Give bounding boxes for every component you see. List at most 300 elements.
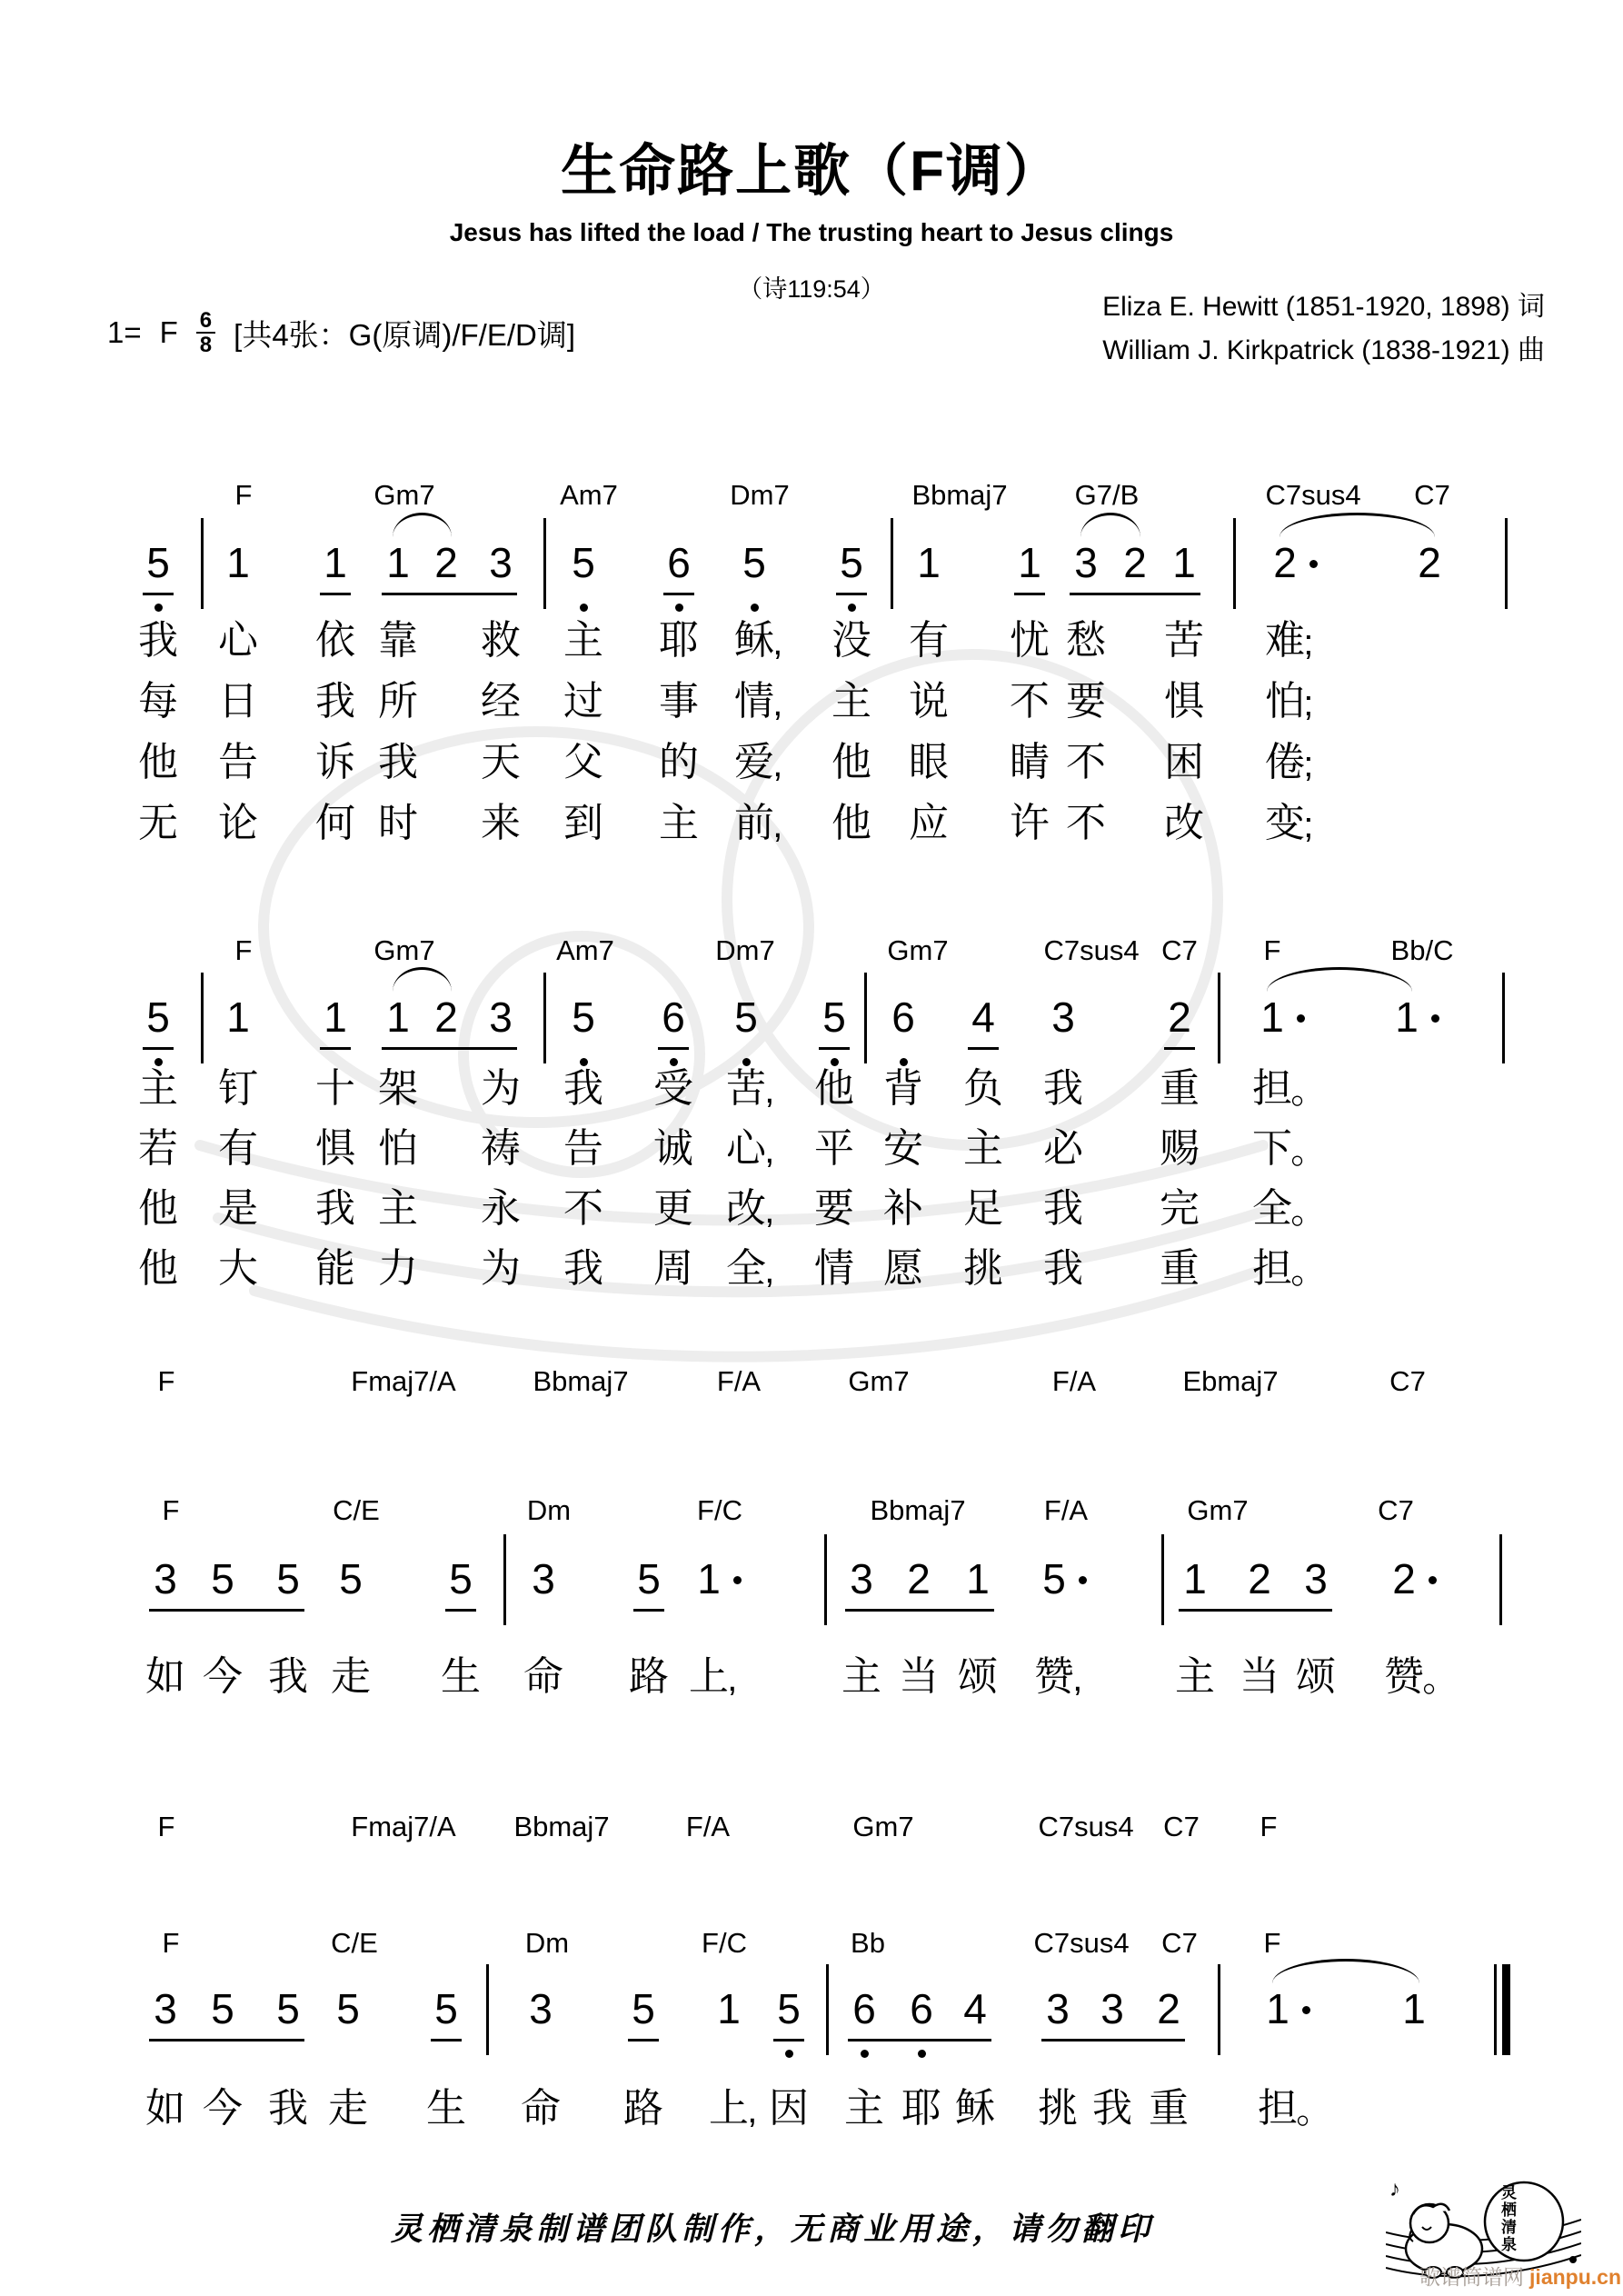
lyric-syllable: 睛: [1010, 740, 1050, 784]
lyric-syllable: 我: [268, 2086, 308, 2131]
low-octave-dot: [742, 1058, 751, 1066]
lyric-punctuation: ,: [764, 1250, 775, 1291]
lyric-syllable: 上 ,: [709, 2086, 758, 2131]
lyric-syllable: 赞 ,: [1034, 1654, 1083, 1699]
note-number: 1: [1172, 539, 1196, 586]
chord-symbol: C/E: [331, 1927, 378, 1959]
note-number: 5: [840, 539, 863, 586]
lyric-syllable: 变 ;: [1265, 801, 1314, 845]
note-number: 5: [777, 1985, 801, 2032]
barline: [503, 1534, 506, 1625]
chord-symbol: Gm7: [373, 934, 435, 966]
lyric-syllable: 眼: [909, 740, 949, 784]
lyric-syllable: 全 ,: [726, 1246, 775, 1291]
lyric-syllable: 前 ,: [734, 801, 783, 845]
beam-line: [848, 2039, 991, 2041]
lyric-syllable: 颂: [1296, 1654, 1336, 1699]
chord-symbol: Dm: [524, 1927, 570, 1959]
note-number: 3: [489, 993, 513, 1041]
chord-symbol: F/A: [716, 1365, 762, 1397]
lyric-syllable: 耶: [901, 2086, 941, 2131]
lyric-syllable: 苦 ,: [726, 1066, 775, 1111]
chord-symbol: Dm7: [730, 479, 790, 511]
lyric-syllable: 命: [521, 2086, 561, 2131]
note-number: 1: [1395, 993, 1419, 1041]
lyric-syllable: 平: [814, 1126, 854, 1171]
low-octave-dot: [580, 1058, 588, 1066]
lyric-syllable: 何: [315, 801, 355, 845]
lyric-syllable: 颂: [958, 1654, 998, 1699]
note-number: 1: [226, 539, 250, 586]
note-number: 5: [211, 1555, 234, 1602]
note-number: 2: [1273, 539, 1297, 586]
note-number: 5: [637, 1555, 661, 1602]
footer-notice: 灵栖清泉制谱团队制作，无商业用途，请勿翻印: [390, 2211, 1154, 2247]
lyric-syllable: 今: [203, 2086, 243, 2131]
logo-badge-circle: [1485, 2182, 1563, 2261]
slur-arc: [393, 513, 452, 537]
chord-symbol: F: [162, 1494, 180, 1526]
note-number: 5: [276, 1555, 300, 1602]
lyric-syllable: 天: [481, 740, 521, 784]
lyric-syllable: 我: [1092, 2086, 1132, 2131]
beam-line: [1041, 2039, 1185, 2041]
chord-symbol: Gm7: [848, 1365, 910, 1397]
lyric-syllable: 困: [1164, 740, 1204, 784]
site-name: 歌谱简谱网: [1419, 2265, 1525, 2289]
lyric-syllable: 倦 ;: [1265, 740, 1314, 784]
lyric-syllable: 路: [629, 1654, 669, 1699]
beam-line: [149, 1609, 304, 1612]
lyric-syllable: 重: [1160, 1246, 1200, 1291]
note-number: 2: [907, 1555, 931, 1602]
beam-line: [845, 1609, 994, 1612]
final-barline-thick: [1502, 1964, 1510, 2055]
lyric-punctuation: ;: [1303, 683, 1314, 724]
lyric-syllable: 主: [844, 2086, 884, 2131]
lyric-syllable: 惧: [1164, 679, 1204, 724]
lyric-syllable: 许: [1010, 801, 1050, 845]
lyric-syllable: 我: [563, 1246, 603, 1291]
barline: [1499, 1534, 1502, 1625]
time-signature: [196, 309, 215, 356]
lyric-syllable: 挑: [1038, 2086, 1078, 2131]
lyric-syllable: 告: [218, 740, 258, 784]
lyric-punctuation: ,: [764, 1070, 775, 1111]
lyric-syllable: 走: [331, 1654, 371, 1699]
lyric-syllable: 论: [218, 801, 258, 845]
lyric-syllable: 诚: [653, 1126, 693, 1171]
barline: [824, 1534, 827, 1625]
key-signature-line: [107, 309, 575, 356]
lyric-punctuation: ;: [1303, 744, 1314, 784]
note-number: 5: [339, 1555, 363, 1602]
lyric-syllable: 耶: [659, 618, 699, 663]
lyric-syllable: 主: [563, 618, 603, 663]
note-number: 5: [734, 993, 758, 1041]
chord-symbol: F: [157, 1811, 175, 1842]
note-number: 3: [529, 1985, 553, 2032]
chord-symbol: F: [234, 479, 253, 511]
lyric-syllable: 安: [883, 1126, 923, 1171]
lyric-syllable: 事: [659, 679, 699, 724]
lyric-punctuation: ,: [727, 1658, 738, 1699]
eighth-underline: [658, 1047, 689, 1050]
lyric-syllable: 靠: [378, 618, 418, 663]
chord-symbol: F/A: [1051, 1365, 1097, 1397]
lyric-punctuation: ,: [772, 804, 783, 845]
note-number: 3: [489, 539, 513, 586]
lyric-syllable: 架: [378, 1066, 418, 1111]
note-number: 6: [852, 1985, 876, 2032]
chord-symbol: Bbmaj7: [513, 1811, 610, 1842]
key-letter: F: [159, 315, 178, 350]
lyric-syllable: 有: [909, 618, 949, 663]
barline: [826, 1964, 829, 2055]
barline: [1161, 1534, 1164, 1625]
chord-symbol: Ebmaj7: [1182, 1365, 1279, 1397]
low-octave-dot: [154, 604, 163, 612]
chord-symbol: Bb/C: [1390, 934, 1454, 966]
lyric-syllable: 他: [138, 1246, 178, 1291]
chord-symbol: C7sus4: [1265, 479, 1361, 511]
note-number: 3: [1046, 1985, 1070, 2032]
lyric-syllable: 诉: [315, 740, 355, 784]
lyric-punctuation: 。: [1296, 2090, 1333, 2131]
chord-symbol: C7sus4: [1038, 1811, 1134, 1842]
lyric-syllable: 负: [963, 1066, 1003, 1111]
time-denominator: 8: [199, 333, 213, 358]
note-number: 5: [146, 993, 170, 1041]
note-number: 5: [822, 993, 846, 1041]
note-number: 3: [154, 1555, 177, 1602]
lyric-punctuation: ,: [764, 1130, 775, 1171]
eighth-underline: [819, 1047, 850, 1050]
lyric-syllable: 为: [481, 1246, 521, 1291]
chord-symbol: F/A: [685, 1811, 731, 1842]
lyric-syllable: 他: [138, 740, 178, 784]
lyric-syllable: 如: [145, 1654, 185, 1699]
beam-line: [149, 2039, 304, 2041]
chord-symbol: F: [234, 934, 253, 966]
lyric-syllable: 更: [653, 1186, 693, 1231]
note-number: 3: [1304, 1555, 1328, 1602]
barline: [486, 1964, 489, 2055]
lyric-syllable: 稣 ,: [734, 618, 783, 663]
eighth-underline: [633, 1609, 664, 1612]
note-number: 2: [1123, 539, 1147, 586]
augmentation-dot: [1079, 1576, 1087, 1584]
lyric-syllable: 苦: [1164, 618, 1204, 663]
barline: [1218, 973, 1220, 1063]
eighth-underline: [1164, 1047, 1195, 1050]
beam-line: [382, 593, 517, 595]
lyric-syllable: 全 。: [1252, 1186, 1328, 1231]
lyric-syllable: 挑: [963, 1246, 1003, 1291]
eighth-underline: [320, 1047, 351, 1050]
note-number: 6: [891, 993, 915, 1041]
augmentation-dot: [1309, 560, 1318, 568]
lyricist-credit: Eliza E. Hewitt (1851-1920, 1898) 词: [1102, 292, 1545, 322]
note-number: 2: [1418, 539, 1441, 586]
lyric-punctuation: ,: [772, 622, 783, 663]
site-watermark: [1419, 2261, 1621, 2291]
barline: [201, 973, 204, 1063]
lyric-syllable: 如: [145, 2086, 185, 2131]
note-number: 3: [154, 1985, 177, 2032]
chord-symbol: Dm: [526, 1494, 572, 1526]
note-number: 6: [667, 539, 691, 586]
scripture-reference: （诗119:54）: [738, 275, 885, 303]
note-number: 6: [910, 1985, 933, 2032]
time-numerator: 6: [196, 309, 215, 334]
chord-symbol: Am7: [560, 479, 618, 511]
lyric-syllable: 走: [328, 2086, 368, 2131]
chord-symbol: F/A: [1043, 1494, 1089, 1526]
composer-credit: William J. Kirkpatrick (1838-1921) 曲: [1102, 335, 1545, 365]
lyric-syllable: 当: [899, 1654, 939, 1699]
note-number: 2: [434, 993, 458, 1041]
lyric-syllable: 十: [315, 1066, 355, 1111]
eighth-underline: [663, 593, 694, 595]
lyric-syllable: 必: [1043, 1126, 1083, 1171]
lyric-syllable: 不: [563, 1186, 603, 1231]
note-number: 5: [572, 993, 595, 1041]
lyric-syllable: 生: [441, 1654, 481, 1699]
chord-symbol: Am7: [556, 934, 614, 966]
chord-symbol: G7/B: [1074, 479, 1140, 511]
lyric-syllable: 我: [268, 1654, 308, 1699]
lyric-syllable: 他: [138, 1186, 178, 1231]
chord-symbol: Bbmaj7: [870, 1494, 966, 1526]
note-number: 6: [662, 993, 685, 1041]
note-number: 3: [850, 1555, 873, 1602]
chord-symbol: Gm7: [1187, 1494, 1249, 1526]
lyric-syllable: 我: [138, 618, 178, 663]
lyric-syllable: 父: [563, 740, 603, 784]
chord-symbol: F/C: [702, 1927, 747, 1959]
low-octave-dot: [831, 1058, 839, 1066]
note-number: 5: [434, 1985, 458, 2032]
lyric-syllable: 主: [378, 1186, 418, 1231]
note-number: 5: [1042, 1555, 1066, 1602]
chord-symbol: C7sus4: [1043, 934, 1140, 966]
augmentation-dot: [733, 1576, 742, 1584]
watermark-sheep-body: [264, 732, 809, 1123]
lyric-syllable: 来: [481, 801, 521, 845]
lyric-syllable: 钉: [218, 1066, 258, 1111]
low-octave-dot: [154, 1058, 163, 1066]
lyric-syllable: 怕 ;: [1265, 679, 1314, 724]
lyric-syllable: 是: [218, 1186, 258, 1231]
lyric-syllable: 足: [963, 1186, 1003, 1231]
chord-symbol: C7: [1163, 1811, 1200, 1842]
augmentation-dot: [1429, 1576, 1437, 1584]
lyric-syllable: 所: [378, 679, 418, 724]
lyric-syllable: 稣: [955, 2086, 995, 2131]
lyric-syllable: 心 ,: [726, 1126, 775, 1171]
lyric-syllable: 下 。: [1252, 1126, 1328, 1171]
lyric-syllable: 爱 ,: [734, 740, 783, 784]
lyric-syllable: 完: [1160, 1186, 1200, 1231]
lyric-syllable: 愁: [1066, 618, 1106, 663]
lyric-syllable: 经: [481, 679, 521, 724]
eighth-underline: [968, 1047, 999, 1050]
key-variants-note: [共4张：G(原调)/F/E/D调]: [234, 317, 575, 352]
note-number: 2: [1392, 1555, 1416, 1602]
lyric-syllable: 力: [378, 1246, 418, 1291]
lyric-syllable: 赐: [1160, 1126, 1200, 1171]
note-number: 5: [742, 539, 766, 586]
lyric-syllable: 周: [653, 1246, 693, 1291]
note-number: 3: [1100, 1985, 1124, 2032]
lyric-punctuation: 。: [1290, 1070, 1328, 1111]
lyric-syllable: 因: [769, 2086, 809, 2131]
lyric-syllable: 能: [315, 1246, 355, 1291]
note-number: 2: [1168, 993, 1191, 1041]
lyric-syllable: 不: [1010, 679, 1050, 724]
lyric-syllable: 担 。: [1252, 1066, 1328, 1111]
eighth-underline: [1014, 593, 1045, 595]
lyric-syllable: 重: [1149, 2086, 1189, 2131]
augmentation-dot: [1302, 2006, 1310, 2014]
lyric-punctuation: 。: [1290, 1130, 1328, 1171]
lyric-syllable: 我: [1043, 1246, 1083, 1291]
final-barline-thin: [1494, 1964, 1497, 2055]
chord-symbol: F: [1260, 1811, 1278, 1842]
note-number: 1: [386, 539, 410, 586]
lyric-syllable: 主: [138, 1066, 178, 1111]
lyric-syllable: 受: [653, 1066, 693, 1111]
lyric-syllable: 情: [814, 1246, 854, 1291]
chord-symbol: F: [162, 1927, 180, 1959]
lyric-syllable: 心: [218, 618, 258, 663]
lyric-syllable: 祷: [481, 1126, 521, 1171]
lyric-syllable: 我: [315, 679, 355, 724]
lyric-syllable: 惧: [315, 1126, 355, 1171]
eighth-underline: [143, 1047, 174, 1050]
eighth-underline: [431, 2039, 462, 2041]
low-octave-dot: [900, 1058, 908, 1066]
note-number: 2: [1157, 1985, 1180, 2032]
augmentation-dot: [1431, 1014, 1439, 1023]
lyric-syllable: 不: [1066, 801, 1106, 845]
lyric-syllable: 改 ,: [726, 1186, 775, 1231]
lyric-punctuation: ;: [1303, 622, 1314, 663]
lyric-punctuation: ,: [772, 683, 783, 724]
lyric-syllable: 要: [1066, 679, 1106, 724]
note-number: 1: [324, 993, 347, 1041]
lyric-syllable: 的: [659, 740, 699, 784]
eighth-underline: [143, 593, 174, 595]
eighth-underline: [836, 593, 867, 595]
lyric-syllable: 他: [831, 801, 871, 845]
lyric-syllable: 重: [1160, 1066, 1200, 1111]
low-octave-dot: [861, 2050, 869, 2058]
lyric-punctuation: ,: [1072, 1658, 1083, 1699]
chord-symbol: C/E: [333, 1494, 380, 1526]
note-number: 1: [1402, 1985, 1426, 2032]
barline: [543, 973, 546, 1063]
lyric-syllable: 主: [1175, 1654, 1215, 1699]
lyric-syllable: 命: [523, 1654, 563, 1699]
key-prefix: 1=: [107, 315, 142, 350]
note-number: 3: [1051, 993, 1075, 1041]
note-number: 1: [386, 993, 410, 1041]
slur-arc: [1272, 1959, 1419, 1983]
beam-line: [1070, 593, 1200, 595]
barline: [864, 973, 867, 1063]
lyric-syllable: 不: [1066, 740, 1106, 784]
lyric-syllable: 我: [378, 740, 418, 784]
lyric-syllable: 告: [563, 1126, 603, 1171]
lyric-punctuation: ,: [764, 1190, 775, 1231]
note-number: 2: [1248, 1555, 1271, 1602]
chord-symbol: C7: [1389, 1365, 1426, 1397]
low-octave-dot: [580, 604, 588, 612]
lyric-syllable: 上 ,: [689, 1654, 738, 1699]
note-number: 5: [449, 1555, 473, 1602]
lyric-syllable: 救: [481, 618, 521, 663]
lyric-punctuation: 。: [1290, 1190, 1328, 1231]
slur-arc: [1267, 967, 1412, 992]
chord-symbol: C7sus4: [1033, 1927, 1130, 1959]
barline: [1218, 1964, 1220, 2055]
note-number: 1: [226, 993, 250, 1041]
lyric-punctuation: ,: [772, 744, 783, 784]
note-number: 3: [532, 1555, 555, 1602]
lyric-syllable: 日: [218, 679, 258, 724]
lyric-syllable: 难 ;: [1265, 618, 1314, 663]
lyric-syllable: 时: [378, 801, 418, 845]
note-number: 4: [971, 993, 995, 1041]
note-number: 1: [697, 1555, 721, 1602]
low-octave-dot: [848, 604, 856, 612]
lyric-syllable: 每: [138, 679, 178, 724]
beam-line: [382, 1047, 517, 1050]
chord-symbol: Fmaj7/A: [351, 1811, 456, 1842]
note-number: 1: [324, 539, 347, 586]
note-number: 3: [1074, 539, 1098, 586]
lyric-syllable: 要: [814, 1186, 854, 1231]
chord-symbol: C7: [1378, 1494, 1414, 1526]
note-number: 1: [1266, 1985, 1289, 2032]
lyric-syllable: 主: [831, 679, 871, 724]
lyric-syllable: 愿: [883, 1246, 923, 1291]
lyric-syllable: 他: [831, 740, 871, 784]
lyric-syllable: 若: [138, 1126, 178, 1171]
lyric-syllable: 依: [315, 618, 355, 663]
note-number: 1: [1018, 539, 1041, 586]
note-number: 5: [211, 1985, 234, 2032]
chord-symbol: Bb: [851, 1927, 885, 1959]
note-number: 1: [1260, 993, 1284, 1041]
music-note-icon: ♪: [1389, 2177, 1400, 2201]
lyric-syllable: 永: [481, 1186, 521, 1231]
lyric-syllable: 大: [218, 1246, 258, 1291]
song-subtitle-english: Jesus has lifted the load / The trusting heart to Jesus clings: [449, 218, 1174, 246]
lyric-syllable: 改: [1164, 801, 1204, 845]
barline: [1233, 518, 1236, 609]
note-number: 5: [146, 539, 170, 586]
lyric-punctuation: ,: [747, 2090, 758, 2131]
lyric-syllable: 担 。: [1258, 2086, 1333, 2131]
chord-symbol: Gm7: [373, 479, 435, 511]
slur-arc: [1279, 513, 1435, 537]
lyric-syllable: 主: [659, 801, 699, 845]
eighth-underline: [628, 2039, 659, 2041]
publisher-logo-text: 灵栖清泉: [1501, 2184, 1517, 2253]
